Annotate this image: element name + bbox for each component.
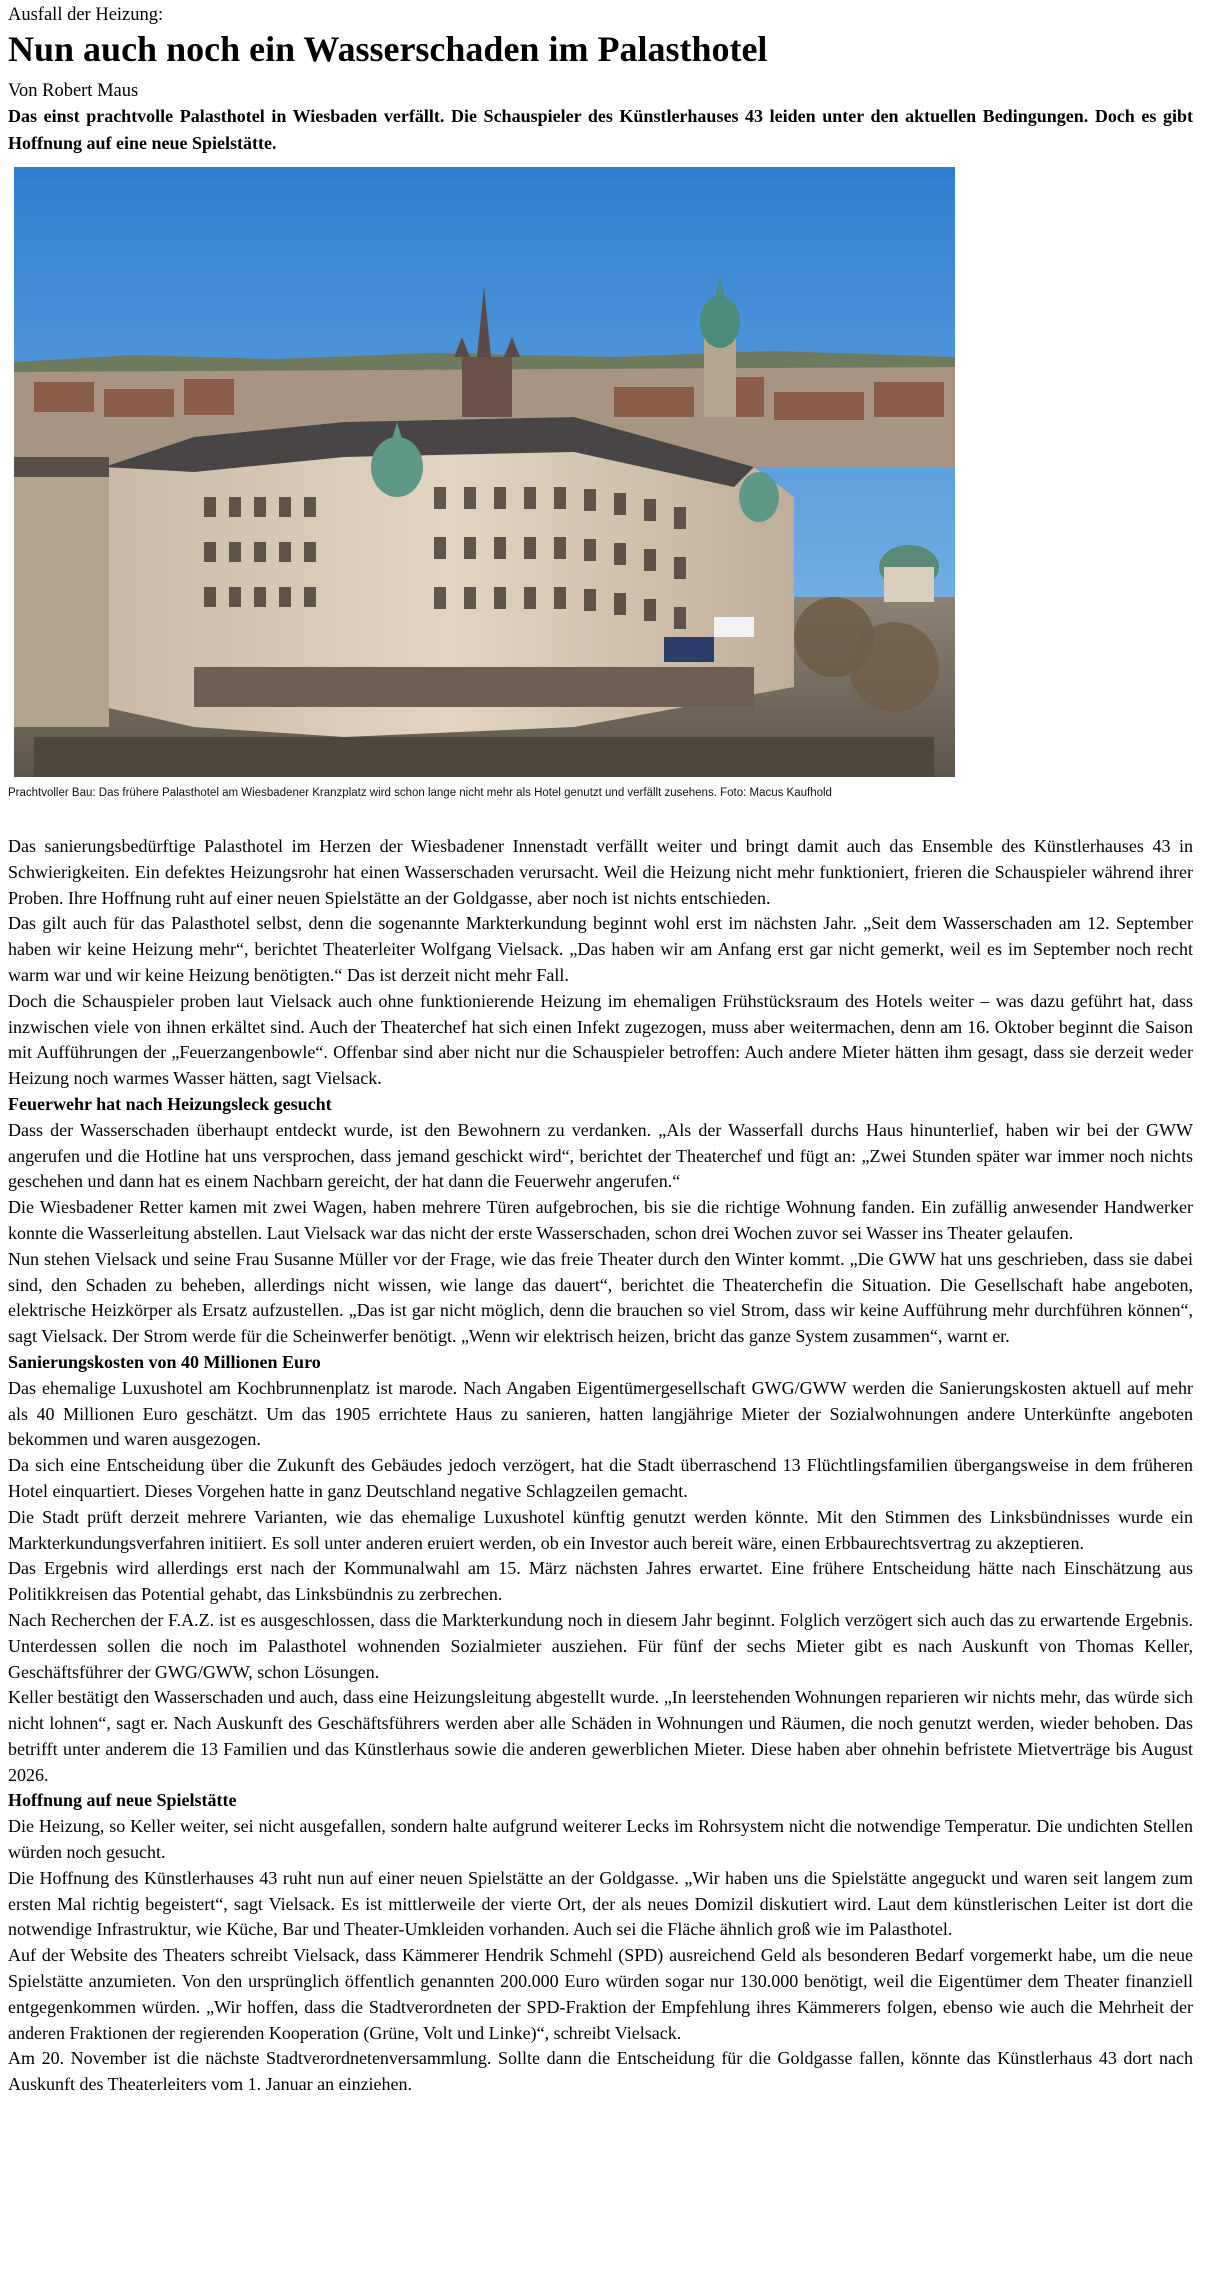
section-heading: Feuerwehr hat nach Heizungsleck gesucht [8, 1093, 332, 1114]
body-paragraph: Am 20. November ist die nächste Stadtverordnetenversammlung. Sollte dann die Entscheidung für die Goldgasse fallen, könnte das Künstlerhaus 43 dort nach Auskunft des Theaterleiters vom 1. Januar an einziehen. [8, 2048, 1193, 2095]
body-paragraph: Die Wiesbadener Retter kamen mit zwei Wagen, haben mehrere Türen aufgebrochen, bis sie die richtige Wohnung fanden. Ein zufällig anwesender Handwerker konnte die Wasserleitung abstellen. Laut Vielsack war das nicht der erste Wasserschaden, schon drei Wochen zuvor sei Wasser ins Theater gelaufen. [8, 1197, 1193, 1243]
photo-caption: Prachtvoller Bau: Das frühere Palasthotel am Wiesbadener Kranzplatz wird schon lange nicht mehr als Hotel genutzt und verfällt zusehens. Foto: Macus Kaufhold [8, 787, 832, 799]
body-paragraph: Das ehemalige Luxushotel am Kochbrunnenplatz ist marode. Nach Angaben Eigentümergesellschaft GWG/GWW werden die Sanierungskosten aktuell auf mehr als 40 Millionen Euro geschätzt. Um das 1905 errichtete Haus zu sanieren, hatten langjährige Mieter der Sozialwohnungen andere Unterkünfte angeboten bekommen und waren ausgezogen. [8, 1377, 1193, 1450]
body-paragraph: Nach Recherchen der F.A.Z. ist es ausgeschlossen, dass die Markterkundung noch in diesem Jahr beginnt. Folglich verzögert sich auch das zu erwartende Ergebnis. Unterdessen sollen die noch im Palasthotel wohnenden Sozialmieter ausziehen. Für fünf der sechs Mieter gibt es nach Auskunft von Thomas Keller, Geschäftsführer der GWG/GWW, schon Lösungen. [8, 1609, 1193, 1682]
article [8, 4, 1193, 2098]
body-paragraph: Nun stehen Vielsack und seine Frau Susanne Müller vor der Frage, wie das freie Theater durch den Winter kommt. „Die GWW hat uns geschrieben, dass sie dabei sind, den Schaden zu beheben, allerdings nicht wissen, wie lange das dauert“, berichtet die Theaterchefin die Situation. Die Gesellschaft habe angeboten, elektrische Heizkörper als Ersatz aufzustellen. „Das ist gar nicht möglich, denn die brauchen so viel Strom, dass wir keine Aufführung mehr durchführen können“, sagt Vielsack. Der Strom werde für die Scheinwerfer benötigt. „Wenn wir elektrisch heizen, bricht das ganze System zusammen“, warnt er. [8, 1248, 1193, 1347]
article-byline: Von Robert Maus [8, 81, 139, 101]
body-paragraph: Das gilt auch für das Palasthotel selbst, denn die sogenannte Markterkundung beginnt wohl erst im nächsten Jahr. „Seit dem Wasserschaden am 12. September haben wir keine Heizung mehr“, berichtet Theaterleiter Wolfgang Vielsack. „Das haben wir am Anfang erst gar nicht gemerkt, weil es im September noch recht warm war und wir keine Heizung benötigten.“ Das ist derzeit nicht mehr Fall. [8, 913, 1193, 985]
body-paragraph: Da sich eine Entscheidung über die Zukunft des Gebäudes jedoch verzögert, hat die Stadt überraschend 13 Flüchtlingsfamilien übergangsweise in dem früheren Hotel einquartiert. Dieses Vorgehen hatte in ganz Deutschland negative Schlagzeilen gemacht. [8, 1455, 1193, 1501]
article-kicker: Ausfall der Heizung: [8, 5, 164, 25]
body-paragraph: Die Heizung, so Keller weiter, sei nicht ausgefallen, sondern halte aufgrund weiterer Lecks im Rohrsystem nicht die notwendige Temperatur. Die undichten Stellen würden noch gesucht. [8, 1816, 1193, 1863]
article-body [8, 834, 1193, 2098]
body-paragraph: Keller bestätigt den Wasserschaden und auch, dass eine Heizungsleitung abgestellt wurde. „In leerstehenden Wohnungen reparieren wir nichts mehr, das würde sich nicht lohnen“, sagt er. Nach Auskunft des Geschäftsführers werden aber alle Schäden in Wohnungen und Räumen, die noch genutzt werden, wieder behoben. Das betrifft unter anderem die 13 Familien und das Künstlerhaus sowie die anderen gewerblichen Mieter. Diese haben aber ohnehin befristete Mietverträge bis August 2026. [8, 1687, 1193, 1785]
body-paragraph: Das Ergebnis wird allerdings erst nach der Kommunalwahl am 15. März nächsten Jahres erwartet. Eine frühere Entscheidung hätte nach Einschätzung aus Politikkreisen das Potential gehabt, das Linksbündnis zu zerbrechen. [8, 1558, 1193, 1605]
section-heading: Sanierungskosten von 40 Millionen Euro [8, 1351, 321, 1372]
body-paragraph: Das sanierungsbedürftige Palasthotel im Herzen der Wiesbadener Innenstadt verfällt weiter und bringt damit auch das Ensemble des Künstlerhauses 43 in Schwierigkeiten. Ein defektes Heizungsrohr hat einen Wasserschaden verursacht. Weil die Heizung nicht mehr funktioniert, frieren die Schauspieler während ihrer Proben. Ihre Hoffnung ruht auf einer neuen Spielstätte an der Goldgasse, aber noch ist nichts entschieden. [8, 836, 1193, 908]
palasthotel-photo [14, 167, 955, 777]
body-paragraph: Die Hoffnung des Künstlerhauses 43 ruht nun auf einer neuen Spielstätte an der Goldgasse. „Wir haben uns die Spielstätte angeguckt und waren seit langem zum ersten Mal richtig begeistert“, sagt Vielsack. Es ist mittlerweile der vierte Ort, der als neues Domizil diskutiert wird. Laut dem künstlerischen Leiter ist dort die notwendige Infrastruktur, wie Küche, Bar und Theater-Umkleiden vorhanden. Auch sei die Fläche ähnlich groß wie im Palasthotel. [8, 1867, 1193, 1940]
article-lead: Das einst prachtvolle Palasthotel in Wiesbaden verfällt. Die Schauspieler des Künstlerhauses 43 leiden unter den aktuellen Bedingungen. Doch es gibt Hoffnung auf eine neue Spielstätte. [8, 106, 1193, 153]
article-headline: Nun auch noch ein Wasserschaden im Palasthotel [8, 29, 768, 69]
body-paragraph: Doch die Schauspieler proben laut Vielsack auch ohne funktionierende Heizung im ehemaligen Frühstücksraum des Hotels weiter – was dazu geführt hat, dass inzwischen viele von ihnen erkältet sind. Auch der Theaterchef hat sich einen Infekt zugezogen, muss aber weitermachen, denn am 16. Oktober beginnt die Saison mit Aufführungen der „Feuerzangenbowle“. Offenbar sind aber nicht nur die Schauspieler betroffen: Auch andere Mieter hätten ihm gesagt, dass sie derzeit weder Heizung noch warmes Wasser hätten, sagt Vielsack. [8, 990, 1193, 1089]
body-paragraph: Dass der Wasserschaden überhaupt entdeckt wurde, ist den Bewohnern zu verdanken. „Als der Wasserfall durchs Haus hinunterlief, haben wir bei der GWW angerufen und die Hotline hat uns versprochen, dass jemand geschickt wird“, berichtet der Theaterchef und fügt an: „Zwei Stunden später war immer noch nichts geschehen und dann hat es einem Nachbarn gereicht, der hat dann die Feuerwehr angerufen.“ [8, 1119, 1193, 1192]
body-paragraph: Die Stadt prüft derzeit mehrere Varianten, wie das ehemalige Luxushotel künftig genutzt werden könnte. Mit den Stimmen des Linksbündnisses wurde ein Markterkundungsverfahren initiiert. Es soll unter anderen eruiert werden, ob ein Investor auch bereit wäre, einen Erbbaurechtsvertrag zu akzeptieren. [8, 1506, 1193, 1553]
article-photo [14, 167, 955, 777]
section-heading: Hoffnung auf neue Spielstätte [8, 1790, 237, 1811]
body-paragraph: Auf der Website des Theaters schreibt Vielsack, dass Kämmerer Hendrik Schmehl (SPD) ausreichend Geld als besonderen Bedarf vorgemerkt habe, um die neue Spielstätte anzumieten. Von den ursprünglich öffentlich genannten 200.000 Euro würden sogar nur 130.000 benötigt, weil die Eigentümer dem Theater finanziell entgegenkommen würden. „Wir hoffen, dass die Stadtverordneten der SPD-Fraktion der Empfehlung ihres Kämmerers folgen, ebenso wie auch die Mehrheit der anderen Fraktionen der regierenden Kooperation (Grüne, Volt und Linke)“, schreibt Vielsack. [8, 1945, 1193, 2043]
